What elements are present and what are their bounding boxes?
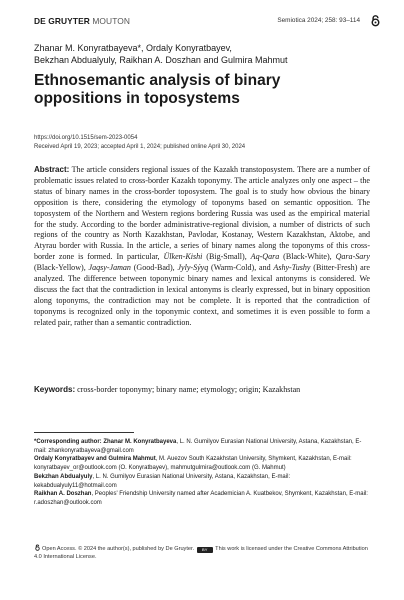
publisher-logo: DE GRUYTER MOUTON [34,16,131,26]
open-access-icon [369,14,382,27]
affiliation-note: Raikhan A. Doszhan, Peoples' Friendship University named after Academician A. Kuatbekov, Shymkent, Kazakhstan, E-mail: r.adoszhan@outlook.com [34,491,368,506]
affiliation-note: Ordaly Konyratbayev and Gulmira Mahmut, M. Auezov South Kazakhstan University, Shymkent, Kazakhstan, E-mail: konyratbayev_or@outlook.com (O. Konyratbayev), mahmutgulmira@outlook.com (G. Mahmut) [34,456,352,472]
publication-history: Received April 19, 2023; accepted April 1, 2024; published online April 30, 2024 [34,143,246,150]
journal-reference: Semiotica 2024; 258: 93–114 [277,17,360,24]
cc-by-badge[interactable]: BY [197,547,213,553]
author-list: Zhanar M. Konyratbayeva*, Ordaly Konyratbayev, Bekzhan Abdualyuly, Raikhan A. Doszhan and Gulmira Mahmut [34,43,288,65]
footnote-divider [34,432,134,433]
article-title: Ethnosemantic analysis of binary oppositions in toposystems [34,72,281,107]
open-access-small-icon [34,544,41,551]
abstract-label: Abstract: [34,165,70,174]
author-affiliations [34,438,370,508]
article-meta [34,134,384,151]
license-notice: Open Access. © 2024 the author(s), published by De Gruyter. BY This work is licensed under the Creative Commons Attribution 4.0 International License. [34,546,368,561]
keywords-label: Keywords: [34,385,76,394]
affiliation-note: *Corresponding author: Zhanar M. Konyratbayeva, L. N. Gumilyov Eurasian National University, Astana, Kazakhstan, E-mail: zhankonyratbayeva@gmail.com [34,439,362,454]
running-header [34,16,382,28]
abstract: Abstract: The article considers regional issues of the Kazakh transtoposystem. There are a number of problematic issues related to cross-border Kazakh toponymy. The article analyzes only one aspect – the status of binary names in the cross-border toposystem. The goal is to study how obvious the binary opposition is there, considering the etymology of toponyms based on semantic opposition. The toposystem of the Northern and Western regions bordering Russia was used as the empirical material for the study. According to the border administrative-regional division, a number of districts of such regions of the country as North Kazakhstan, Pavlodar, Kostanay, Western Kazakhstan, Aktobe, and Atyrau border with Russia. In the article, a series of binary names along the toponyms of this cross-border zone is formed. In particular, Ülken-Kishi (Big-Small), Aq-Qara (Black-White), Qara-Sary (Black-Yellow), Jaqsy-Jaman (Good-Bad), Jyly-Sýyq (Warm-Cold), and Ashy-Tushy (Bitter-Fresh) are analyzed. The difference between toponymic binary names and lexical antonyms is considered. We discuss the fact that the contradiction in lexical antonyms is clearly expressed, but in binary opposition along toponyms, the contradiction may not be complete. It is reported that the contradiction of toponyms is recognized only in the toponymic context, and sometimes it is even possible to form a related pair, rather than a semantic contradiction. [34,165,370,327]
keywords: Keywords: cross-border toponymy; binary name; etymology; origin; Kazakhstan [34,385,301,394]
doi-link[interactable]: https://doi.org/10.1515/sem-2023-0054 [34,135,138,141]
affiliation-note: Bekzhan Abdualyuly, L. N. Gumilyov Eurasian National University, Astana, Kazakhstan, E-mail: kekabdualyuly11@hotmail.com [34,473,291,489]
